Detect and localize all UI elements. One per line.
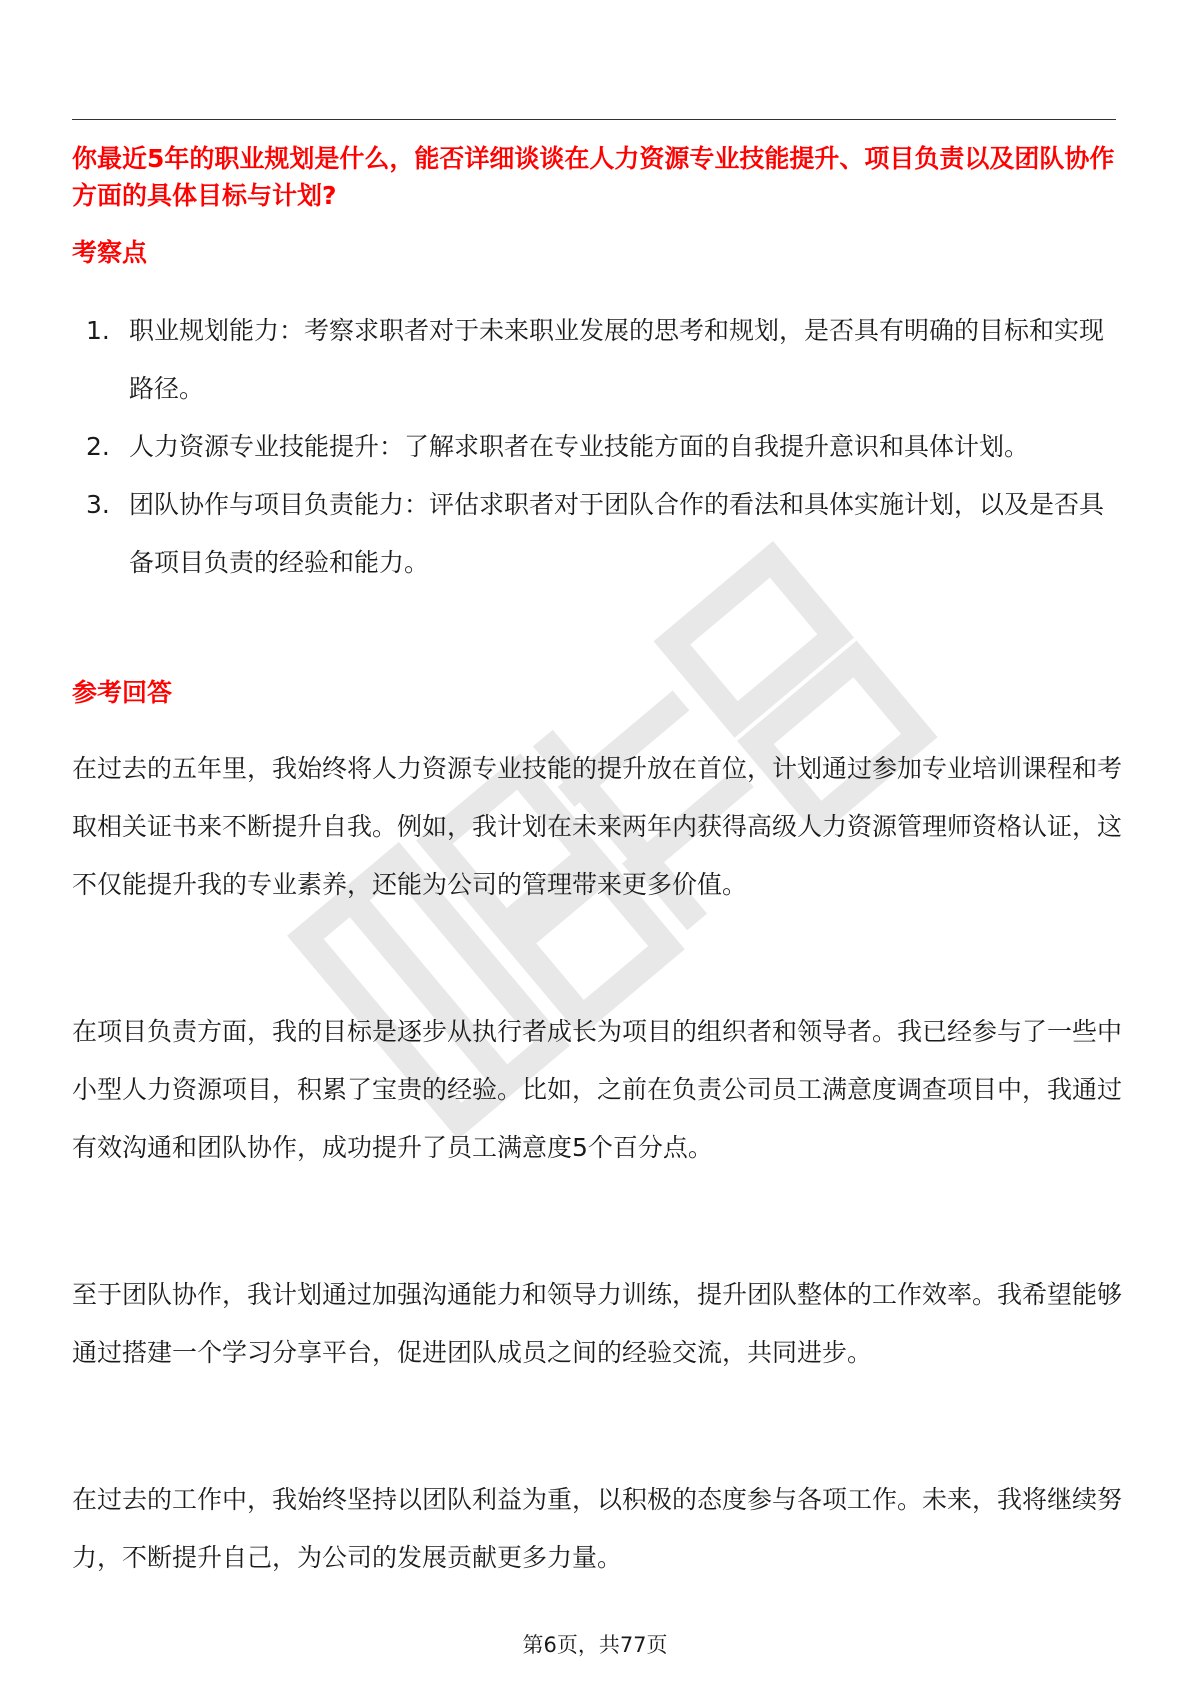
list-item (72, 302, 1122, 418)
answer-paragraph: 至于团队协作，我计划通过加强沟通能力和领导力训练，提升团队整体的工作效率。我希望能够通过搭建一个学习分享平台，促进团队成员之间的经验交流，共同进步。 (72, 1280, 1123, 1367)
list-item (72, 418, 1122, 476)
answer-paragraph: 在项目负责方面，我的目标是逐步从执行者成长为项目的组织者和领导者。我已经参与了一些中小型人力资源项目，积累了宝贵的经验。比如，之前在负责公司员工满意度调查项目中，我通过有效沟通和团队协作，成功提升了员工满意度5个百分点。 (72, 1017, 1123, 1162)
header-rule (72, 119, 1116, 120)
watermark-text: 职场资料 (620, 1180, 624, 1181)
answer-heading: 参考回答 (72, 678, 173, 707)
list-item (72, 476, 1122, 592)
points-list (72, 302, 1122, 592)
list-item-number: 2. (86, 432, 110, 461)
list-item-number: 1. (86, 316, 110, 345)
page-number: 第6页，共77页 (522, 1633, 668, 1657)
list-item-text: 职业规划能力：考察求职者对于未来职业发展的思考和规划，是否具有明确的目标和实现路径。 (129, 316, 1105, 403)
points-heading: 考察点 (72, 238, 148, 267)
list-item-text: 团队协作与项目负责能力：评估求职者对于团队合作的看法和具体实施计划，以及是否具备项目负责的经验和能力。 (129, 490, 1105, 577)
question-title: 你最近5年的职业规划是什么，能否详细谈谈在人力资源专业技能提升、项目负责以及团队协作方面的具体目标与计划? (72, 144, 1115, 210)
answer-paragraph: 在过去的五年里，我始终将人力资源专业技能的提升放在首位，计划通过参加专业培训课程和考取相关证书来不断提升自我。例如，我计划在未来两年内获得高级人力资源管理师资格认证，这不仅能提升我的专业素养，还能为公司的管理带来更多价值。 (72, 754, 1123, 899)
list-item-text: 人力资源专业技能提升：了解求职者在专业技能方面的自我提升意识和具体计划。 (129, 432, 1030, 461)
answer-paragraph: 在过去的工作中，我始终坚持以团队利益为重，以积极的态度参与各项工作。未来，我将继续努力，不断提升自己，为公司的发展贡献更多力量。 (72, 1485, 1123, 1572)
list-item-number: 3. (86, 490, 110, 519)
